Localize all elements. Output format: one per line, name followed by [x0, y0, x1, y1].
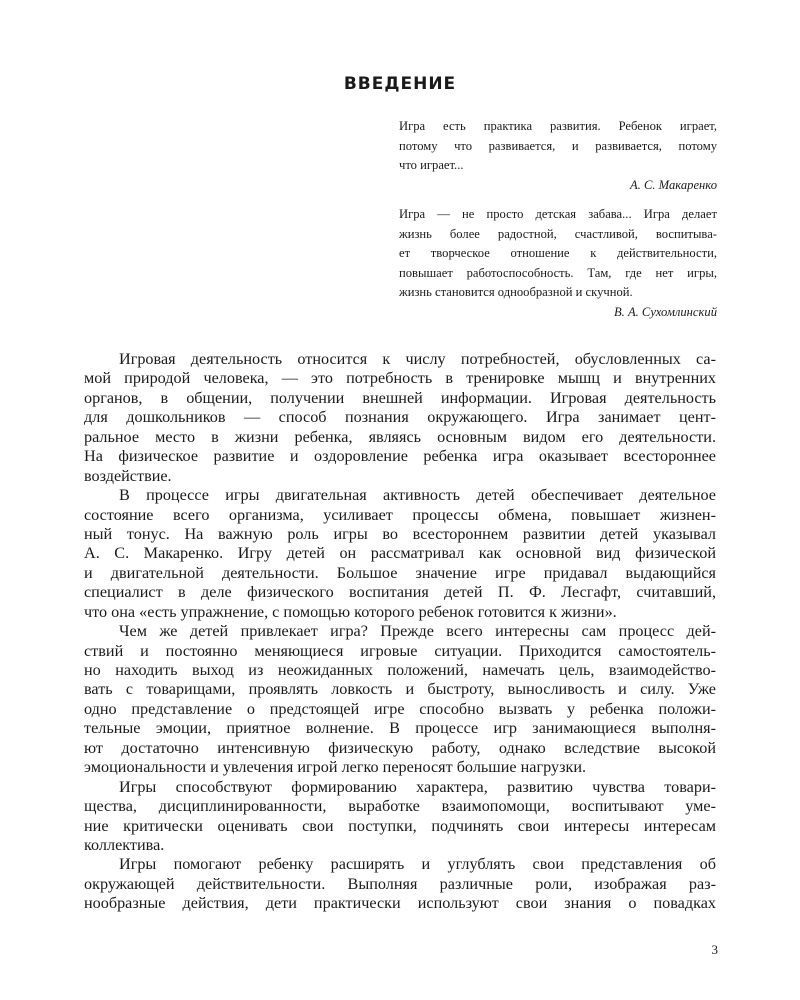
epigraphs: [399, 117, 717, 322]
epigraph-quote: [399, 205, 717, 303]
paragraph-line: мой природой человека, — это потребность в тренировке мышц и внутренних: [84, 369, 716, 388]
paragraph-line: вать с товарищами, проявлять ловкость и быстроту, выносливость и силу. Уже: [84, 680, 716, 699]
epigraph-spacer: [399, 195, 717, 205]
paragraph-line: А. С. Макаренко. Игру детей он рассматривал как основной вид физической: [84, 544, 716, 563]
paragraph-line: эмоциональности и увлечения игрой легко переносят большие нагрузки.: [84, 758, 587, 777]
paragraph-line: состояние всего организма, усиливает процессы обмена, повышает жизнен-: [84, 505, 716, 524]
epigraph-line: жизнь более радостной, счастливой, воспитыва-: [399, 226, 717, 241]
paragraph: [84, 350, 716, 486]
epigraph: [399, 205, 717, 322]
paragraph-line: нообразные действия, дети практически используют свои знания о повадках: [84, 894, 716, 913]
epigraph-line: жизнь становится однообразной и скучной.: [399, 285, 633, 299]
epigraph-line: ет творческое отношение к действительности,: [399, 246, 717, 260]
paragraph-line: но находить выход из неожиданных положений, намечать цель, взаимодейство-: [84, 661, 716, 679]
paragraph-line: В процессе игры двигательная активность детей обеспечивает деятельное: [119, 486, 716, 505]
paragraph-line: ральное место в жизни ребенка, являясь основным видом его деятельности.: [84, 427, 716, 446]
paragraph-line: ствий и постоянно меняющиеся игровые ситуации. Приходится самостоятель-: [84, 641, 716, 660]
paragraph-line: Игры способствуют формированию характера, развитию чувства товари-: [119, 777, 716, 796]
paragraph: [84, 778, 716, 856]
epigraph-line: что играет...: [399, 158, 464, 172]
body-text: [84, 350, 716, 914]
epigraph-line: Игра — не просто детская забава... Игра делает: [399, 207, 717, 221]
paragraph-line: ние критически оценивать свои поступки, подчинять свои интересы интересам: [84, 816, 716, 835]
page-number: 3: [711, 942, 718, 957]
epigraph: [399, 117, 717, 195]
paragraph-line: для дошкольников — способ познания окружающего. Игра занимает цент-: [84, 408, 716, 427]
paragraph-line: окружающей действительности. Выполняя различные роли, изображая раз-: [84, 874, 716, 893]
epigraph-author: В. А. Сухомлинский: [613, 304, 717, 319]
paragraph-line: что она «есть упражнение, с помощью которого ребенок готовится к жизни».: [84, 602, 617, 621]
paragraph-line: щества, дисциплинированности, выработке взаимопомощи, воспитывают уме-: [84, 797, 716, 816]
epigraph-line: повышает работоспособность. Там, где нет игры,: [399, 265, 717, 280]
paragraph-line: Игры помогают ребенку расширять и углублять свои представления об: [119, 855, 716, 874]
epigraph-author: А. С. Макаренко: [629, 177, 717, 192]
epigraph-line: Игра есть практика развития. Ребенок играет,: [399, 119, 717, 133]
paragraph-line: На физическое развитие и оздоровление ребенка игра оказывает всестороннее: [84, 447, 716, 466]
paragraph-line: органов, в общении, получении внешней информации. Игровая деятельность: [84, 388, 716, 407]
paragraph-line: Чем же детей привлекает игра? Прежде всего интересны сам процесс дей-: [119, 622, 716, 641]
paragraph-line: воздействие.: [84, 466, 172, 485]
paragraph-line: специалист в деле физического воспитания детей П. Ф. Лесгафт, считавший,: [84, 583, 716, 602]
page-title: ВВЕДЕНИЕ: [343, 74, 457, 94]
paragraph-line: тельные эмоции, приятное волнение. В процессе игр занимающиеся выполня-: [84, 719, 716, 738]
paragraph-line: ют достаточно интенсивную физическую работу, однако вследствие высокой: [84, 738, 716, 757]
paragraph-line: коллектива.: [84, 835, 165, 854]
paragraph: [84, 486, 716, 622]
paragraph: [84, 622, 716, 778]
paragraph-line: Игровая деятельность относится к числу потребностей, обусловленных са-: [119, 350, 716, 368]
epigraph-line: потому что развивается, и развивается, потому: [399, 138, 717, 153]
paragraph-line: одно представление о предстоящей игре способно вызвать у ребенка положи-: [84, 699, 716, 718]
epigraph-quote: [399, 117, 717, 176]
paragraph-line: ный тонус. На важную роль игры во всестороннем развитии детей указывал: [84, 524, 716, 543]
paragraph-line: и двигательной деятельности. Большое значение игре придавал выдающийся: [84, 563, 716, 582]
paragraph: [84, 855, 716, 913]
